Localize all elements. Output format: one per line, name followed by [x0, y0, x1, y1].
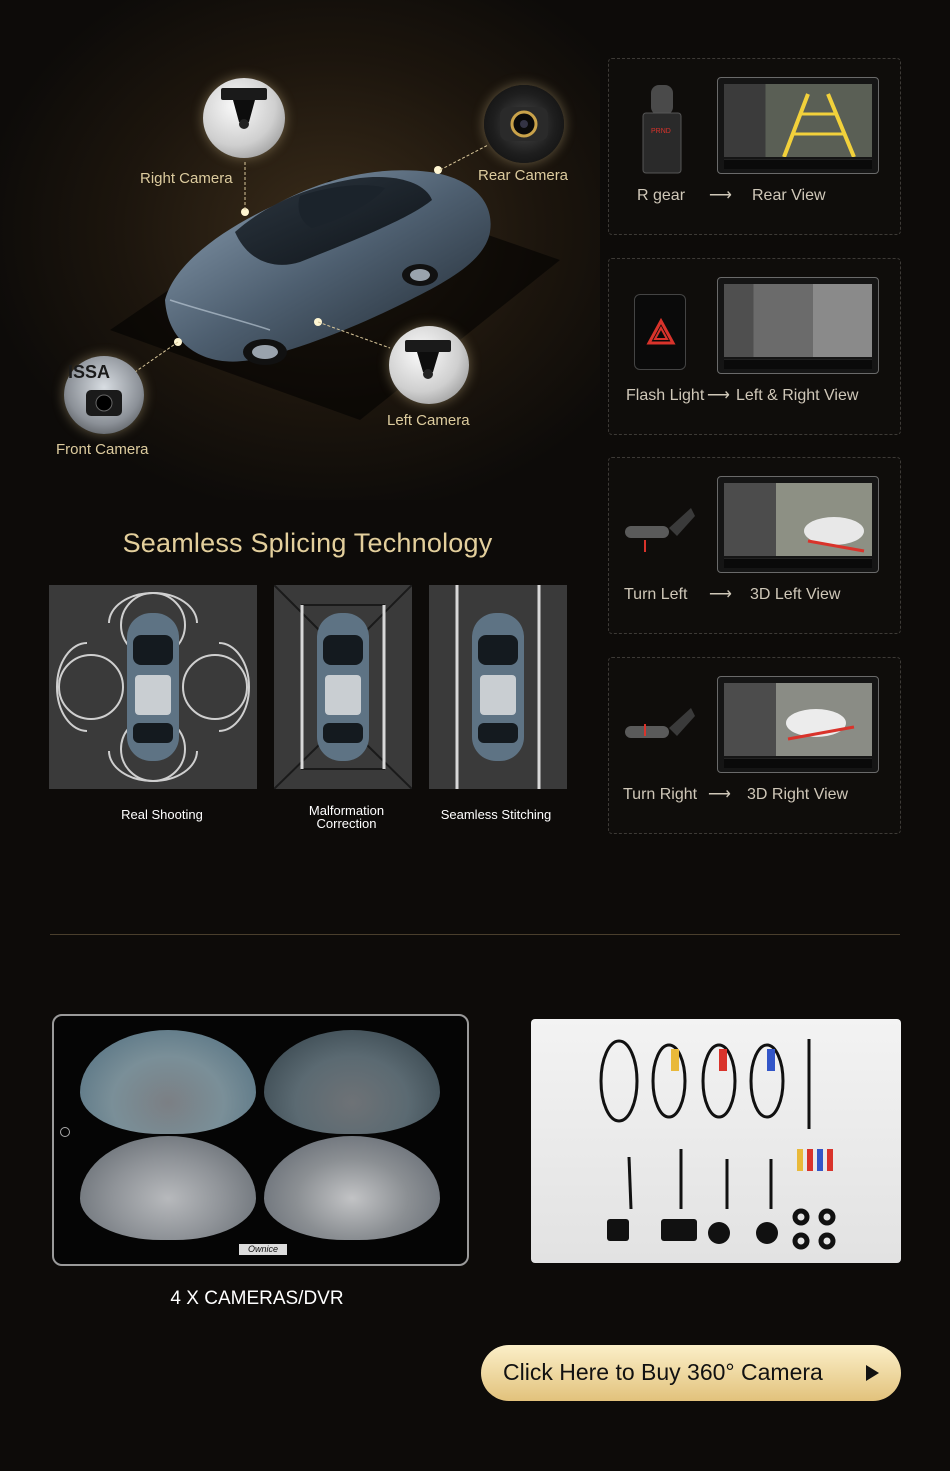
- stitched-view-illustration: [429, 585, 567, 789]
- trigger-turn-left: Turn Left: [624, 586, 688, 603]
- seamless-splicing-title: Seamless Splicing Technology: [122, 528, 493, 558]
- parking-guide-lines: [724, 84, 872, 157]
- mode-card-flash: [608, 258, 901, 435]
- seamless-stitching-label: Seamless Stitching: [440, 807, 552, 822]
- malformation-correction-tile: [274, 585, 412, 789]
- right-camera-label: Right Camera: [140, 170, 233, 187]
- section-divider: [50, 934, 900, 935]
- 3d-left-view-screen: [717, 476, 879, 573]
- gear-letters: PRND: [651, 128, 671, 135]
- front-badge-text: ISSA: [68, 362, 111, 382]
- camera-kit-cables-illustration: [531, 1019, 901, 1263]
- cameras-dvr-label: 4 X CAMERAS/DVR: [170, 1288, 344, 1309]
- malformation-correction-line2: Correction: [316, 816, 377, 831]
- camera-feed-left: [80, 1136, 256, 1240]
- view-3d-right: 3D Right View: [747, 786, 849, 803]
- view-rear: Rear View: [752, 187, 826, 204]
- trigger-r-gear: R gear: [637, 187, 686, 204]
- turn-signal-stalk-icon: [623, 706, 699, 754]
- ownice-logo: Ownice: [239, 1244, 287, 1255]
- play-arrow-icon: [866, 1365, 879, 1381]
- mode-card-turn-left: [608, 457, 901, 634]
- quad-camera-tablet: [52, 1014, 469, 1266]
- front-camera-bubble: [64, 356, 144, 434]
- fisheye-views-illustration: [49, 585, 257, 789]
- front-camera-icon: [64, 356, 144, 434]
- top-view-car-icon: [127, 613, 179, 761]
- mode-card-turn-right: [608, 657, 901, 834]
- camera-feed-rear: [264, 1030, 440, 1134]
- arrow-right-icon: ⟶: [709, 187, 732, 204]
- real-shooting-label: Real Shooting: [121, 807, 203, 822]
- malformation-correction-line1: Malformation: [308, 803, 385, 818]
- hazard-button-icon: [634, 294, 686, 370]
- correction-grid-illustration: [274, 585, 412, 789]
- side-camera-icon: [203, 78, 285, 158]
- side-camera-icon: [389, 326, 469, 404]
- rear-camera-label: Rear Camera: [478, 167, 569, 184]
- mode-card-rear: [608, 58, 901, 235]
- buy-button-label: Click Here to Buy 360° Camera: [503, 1359, 823, 1385]
- view-left-right: Left & Right View: [736, 387, 859, 404]
- rear-camera-icon: [484, 85, 564, 163]
- buy-360-camera-button[interactable]: [481, 1345, 901, 1401]
- camera-feed-front: [80, 1030, 256, 1134]
- rear-view-screen: [717, 77, 879, 174]
- view-3d-left: 3D Left View: [750, 586, 841, 603]
- malformation-correction-label: [274, 804, 419, 830]
- trigger-turn-right: Turn Right: [623, 786, 698, 803]
- right-camera-bubble: [203, 78, 285, 158]
- turn-signal-stalk-icon: [623, 506, 699, 554]
- camera-feed-right: [264, 1136, 440, 1240]
- left-right-view-screen: [717, 277, 879, 374]
- real-shooting-tile: [49, 585, 257, 789]
- left-camera-bubble: [389, 326, 469, 404]
- arrow-right-icon: ⟶: [708, 786, 731, 803]
- top-view-car-icon: [472, 613, 524, 761]
- top-view-car-icon: [317, 613, 369, 761]
- arrow-right-icon: ⟶: [707, 387, 730, 404]
- 3d-right-view-screen: [717, 676, 879, 773]
- home-button-icon[interactable]: [60, 1127, 70, 1137]
- rear-camera-bubble: [484, 85, 564, 163]
- arrow-right-icon: ⟶: [709, 586, 732, 603]
- front-camera-label: Front Camera: [56, 441, 149, 458]
- trigger-flash-light: Flash Light: [626, 387, 705, 404]
- left-camera-label: Left Camera: [387, 412, 470, 429]
- gear-shifter-icon: [639, 85, 687, 177]
- camera-kit-photo: [531, 1019, 901, 1263]
- seamless-stitching-tile: [429, 585, 567, 789]
- hero-camera-diagram: [0, 0, 600, 500]
